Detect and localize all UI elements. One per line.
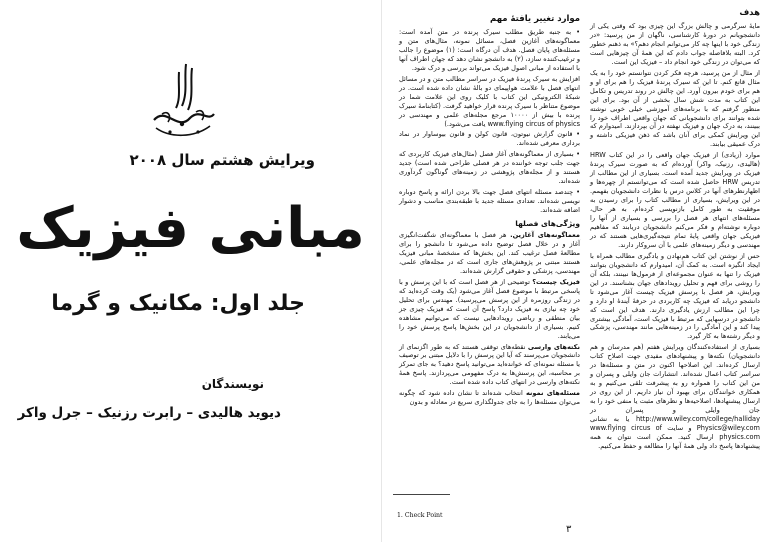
paragraph: مایهٔ سرگرمی و چالش بزرگ این چیزی بود که وقتی یکی از دانشجویانم در دورهٔ کارشناسی، ناگهان از من پرسید: «در زندگی خود با اینها چه کار می‌توانم انجام دهم؟» به ذهنم خطور کرد. البته بلافاصله جواب دادم که این همهٔ آن چیزهایی است که می‌توان در زندگی خود انجام داد – فیزیک این است. bbox=[590, 22, 760, 66]
title-page bbox=[0, 0, 382, 542]
wiley-url-link[interactable]: http://www.wiley.com/college/halliday bbox=[635, 414, 760, 423]
feature-title: نکته‌های وارسی bbox=[527, 342, 580, 351]
section-heading-goal: هدف bbox=[739, 8, 760, 18]
paragraph-text: یا به نشانی bbox=[590, 414, 630, 423]
section-heading-changes: موارد تغییر یافتهٔ مهم bbox=[490, 14, 580, 24]
feature-paragraph bbox=[399, 231, 580, 276]
feature-title: مسئله‌های نمونه bbox=[525, 389, 580, 398]
preface-column-left bbox=[399, 14, 580, 409]
flying-circus-url-link[interactable]: www.flying circus of physics.com bbox=[590, 423, 760, 441]
paragraph: از مثال از من پرسید، هرچه فکر کردن نتوانستم خود را به یک مثال قانع کنم. تا این که سیرک پرندهٔ فیزیک را هم برای او و هم برای خودم بیرون آورد. این چالش در روند تدریس و تکامل این کتاب به مدت شش سال بخشی از آن بود. برای این منظور گرفتم که با برنامه‌های آموزشی خیلی خوبی نوشته شده بتوانند برای دانشجویانی که جهان واقعی اطراف خود را ببینند، به درک جهان و فیزیک نهفته در آن بپردازند. امیدوارم که این ویرایش کمکی برای آنان باشد که ذهن فیزیکی داشته و درک عمیقی بیابند. bbox=[590, 68, 760, 149]
paragraph: حس از نوشتن این کتاب هم‌نهادن و یادگیری مطالب همراه با ایجاد انگیزه است. به کمک آن، امیدوارم که دانشجویان بتوانند فیزیک را تنها به عنوان مجموعه‌ای از فرمول‌ها نبینند، بلکه آن را روشی برای فهم و تحلیل رویدادهای جهان بشناسند. در این ویرایش، هر فصل با پرسش فیزیک چیست آغاز می‌شود تا دانشجو دریابد که فیزیک چه کاربردی در حرفهٔ آیندهٔ او دارد و چرا این مطالب ارزش یادگیری دارند. هدف این است که دانشجو در درسهایی که مرتبط با فیزیک است، آمادگی بیشتری پیدا کند و این آمادگی را در زمینه‌هایی مانند مهندسی، پزشکی و دیگر رشته‌ها به کار گیرد. bbox=[590, 251, 760, 341]
feature-text: هر فصل با معماگونه‌ای شگفت‌انگیزی آغاز و در خلال فصل توضیح داده می‌شود تا دانشجو را برای مطالعهٔ فصل ترغیب کند. این بخش‌ها که مشخصهٔ مبانی فیزیک هستند مبتنی بر پژوهش‌های جاری است که در مجله‌های علمی، مهندسی، پزشکی و حقوقی گزارش شده‌اند. bbox=[399, 231, 580, 275]
paragraph-text: افزایش به سیرک پرندهٔ فیزیک در سراسر مطالب متن و در مسائل انتهای فصل با علامت هواپیمای دو بالهٔ نشان داده شده است. در شبکهٔ الکترونیکی این کتاب با کلیک روی این علامت شما در موضوع متناظر با سیرک پرنده قرار خواهید گرفت. (کتابنامهٔ سیرک پرنده با بیش از ۱۰۰۰۰ مرجع مجله‌های علمی و مهندسی در bbox=[399, 74, 580, 119]
preface-column-right bbox=[590, 8, 760, 453]
volume-title: جلد اول: مکانیک و گرما bbox=[51, 291, 305, 316]
paragraph: • چندصد مسئله انتهای فصل جهت بالا بردن ارائه و پاسخ دوباره نویسی شده‌اند. تعدادی مسئله جدید با طبقه‌بندی مناسب و دشوار اضافه شده‌اند. bbox=[399, 188, 580, 215]
feature-paragraph bbox=[399, 343, 580, 388]
page-number: ۳ bbox=[566, 524, 572, 535]
paragraph: • به جنبه طریق مطلب سیرک پرنده در متن آمده است: معماگونه‌های آغازین فصل، مسائل نمونه، مثال‌های متن و مسئله‌های پایان فصل. هدف آن درگاه است: (۱) موضوع را جالب و ترغیب‌کننده سازد، (۲) به دانشجو نشان دهد که جهان اطراف آنها با استفاده از مبانی اصول فیزیک می‌تواند بررسی و درک شود. bbox=[399, 28, 581, 72]
paragraph-text: ارسال کنید. ممکن است نتوان به همه پیشنهادها پاسخ داد ولی همهٔ آنها را مطالعه و حفظ می‌کنیم. bbox=[590, 432, 760, 450]
paragraph bbox=[399, 75, 580, 129]
footnote: 1. Check Point bbox=[397, 512, 443, 519]
edition-label: ویرایش هشتم سال ۲۰۰۸ bbox=[129, 151, 315, 169]
paragraph-text: و سایت bbox=[667, 423, 692, 432]
footnote-rule bbox=[393, 494, 450, 495]
paragraph: موارد (زیادی) از فیزیک جهان واقعی را در این کتاب HRW (هالیدی، رزنیک، واکر) آورده‌ام که به صورت سیرک پرندهٔ فیزیک در ویرایش جدید آمده است. بسیاری از این مطالب از تدریس HRW حاصل شده است که می‌توانستم از چهره‌ها و اظهارنظرهای آنها در کلاس درس یا نظرات دانشجویان بفهمم. در این ویرایش، بسیاری از مطالب کتاب را برای رسیدن به موفقیت به طور کامل بازنویسی کرده‌ام. به هر حال، مسئله‌های انتهای هر فصل را بررسی و بسیاری از آنها را دوباره نوشته‌ام و فکر می‌کنم دانشجویان دریابند که مفاهیم فیزیکی جهان واقعی پایهٔ تمام نتیجه‌گیری‌هایی هستند که در مهندسی و دیگر زمینه‌های علمی با آن سروکار دارند. bbox=[590, 151, 760, 249]
email-link[interactable]: Physics@wiley.com bbox=[696, 423, 760, 432]
authors-label: نویسندگان bbox=[201, 377, 264, 391]
feature-title: معماگونه‌های آغازین. bbox=[510, 231, 580, 240]
paragraph-text: یافت می‌شود.) bbox=[444, 119, 486, 128]
authors-names: دیوید هالیدی – رابرت رزنیک – جرل واکر bbox=[17, 405, 281, 421]
paragraph bbox=[590, 343, 760, 450]
paragraph: • قانون گزارش نیوتون، قانون کولن و قانون بیوساوار در نماد برداری معرفی شده‌اند. bbox=[399, 130, 580, 148]
calligraphy-emblem-icon bbox=[148, 62, 218, 142]
feature-paragraph bbox=[399, 278, 580, 341]
feature-text: توضیحی از هر فصل است که با این پرسش و با پاسخی مرتبط با موضوع فصل آغاز می‌شود (یک وقت کرده‌اید که در زندگی روزمره از این پرسش می‌پرسید). مهندس برای تحلیل خود چه نیازی به فیزیک دارد؟ پاسخ آن است که فیزیک چیزی جز بیان منطقی و ریاضی رویدادهایی نیست که می‌توانیم مشاهده کنیم. بسیاری از دانشجویان در این بخش‌ها پاسخ پرسش خود را می‌یابند. bbox=[399, 277, 580, 340]
feature-text: نقطه‌های توقفی هستند که به طور اگزنمای از دانشجویان می‌پرسند که آیا این پرسش را با دلایل مبتنی بر توصیف یا مسئله نمونه‌ای که خوانده‌اید می‌توانید پاسخ دهید؟ به جای تمرکز بر محاسبه، این پرسش‌ها به درک مفهومی می‌پردازند. پاسخ همهٔ نکته‌های وارسی در انتهای کتاب داده شده است. bbox=[399, 342, 580, 387]
book-title: مبانی فیزیک bbox=[16, 196, 365, 261]
section-heading-features: ویژگی‌های فصلها bbox=[515, 219, 580, 229]
flying-circus-url[interactable]: www.flying circus of physics bbox=[487, 119, 580, 128]
feature-text: انتخاب شده‌اند تا نشان داده شود که چگونه می‌توان مسئله‌ها را به جای جدولگذاری سریع در معادله و بدون bbox=[399, 389, 580, 407]
feature-paragraph bbox=[399, 389, 580, 407]
feature-title: فیزیک چیست؟ bbox=[532, 277, 581, 286]
paragraph: • بسیاری از معماگونه‌های آغاز فصل (مثال‌های فیزیک کاربردی که جهت جلب توجه خواننده در هر فصلی طراحی شده است) جدید هستند و از مجله‌های پژوهشی در زمینه‌های گوناگون گردآوری شده‌اند. bbox=[399, 150, 580, 186]
paragraph-text: بسیاری از استفاده‌کنندگان ویرایش هفتم (هم مدرسان و هم دانشجویان) نکته‌ها و پیشنهادهای مفیدی جهت اصلاح کتاب ارسال کرده‌اند. این اصلاحها اکنون در متن و مسئله‌ها در سراسر کتاب اعمال شده‌اند. انتشارات جان وایلی و پسران و من این کتاب را همواره رو به پیشرفت تلقی می‌کنیم و به همکاری خوانندگان برای بهبود آن نیاز داریم. از این روی در ارسال پیشنهادها، اصلاحیه‌ها و نظرهای مثبت یا منفی خود را به جان وایلی و پسران در bbox=[590, 343, 760, 415]
